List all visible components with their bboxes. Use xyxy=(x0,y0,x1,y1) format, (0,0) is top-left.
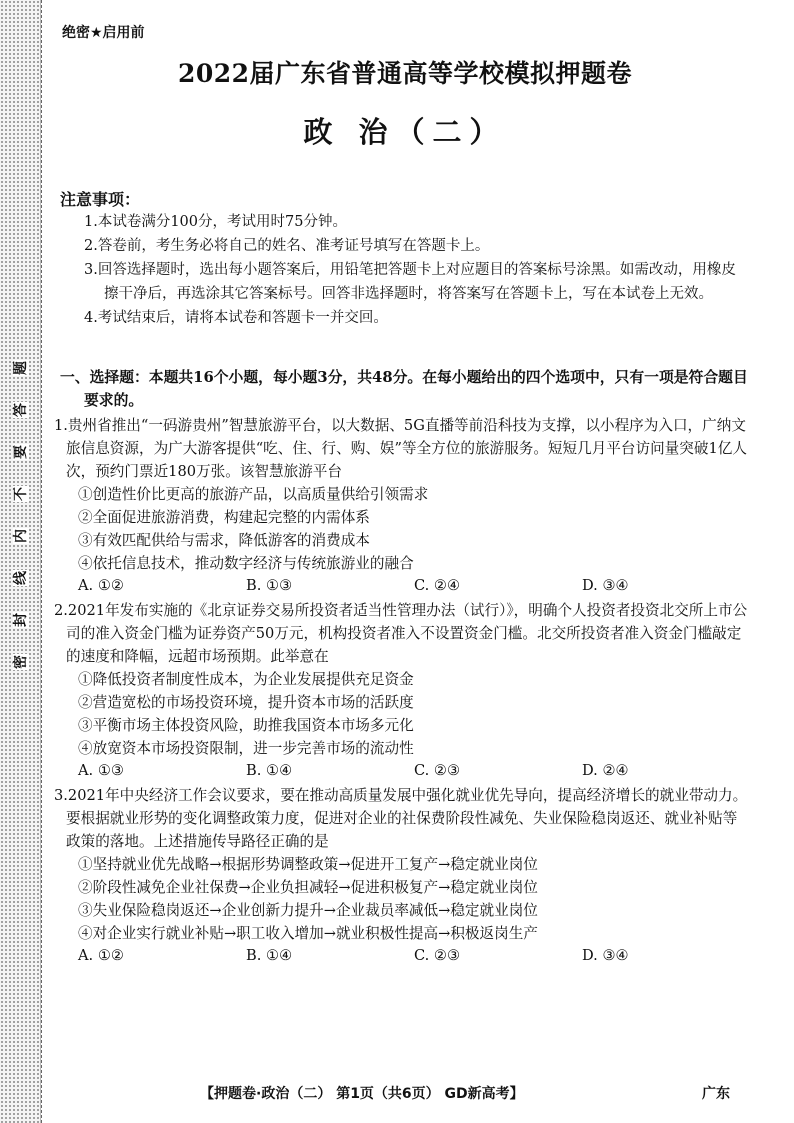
question-stem: 2.2021年发布实施的《北京证券交易所投资者适当性管理办法（试行）》，明确个人投资者投资北交所上市公司的准入资金门槛为证券资产50万元，机构投资者准入不设置资金门槛。北交所投资者准入资金门槛敲定的速度和降幅，远超市场预期。此举意在 xyxy=(54,602,748,665)
notice-heading: 注意事项： xyxy=(60,190,141,209)
answer-choices xyxy=(60,760,750,782)
seal-char: 题 xyxy=(13,361,29,375)
notice-item: 3.回答选择题时，选出每小题答案后，用铅笔把答题卡上对应题目的答案标号涂黑。如需改动，用橡皮擦干净后，再选涂其它答案标号。回答非选择题时，将答案写在答题卡上，写在本试卷上无效。 xyxy=(84,262,736,302)
question-2 xyxy=(54,599,750,782)
exam-page xyxy=(54,22,750,967)
seal-char: 答 xyxy=(13,403,29,417)
question-option: ②营造宽松的市场投资环境，提升资本市场的活跃度 xyxy=(78,694,414,711)
question-option: ③失业保险稳岗返还→企业创新力提升→企业裁员率减低→稳定就业岗位 xyxy=(78,902,538,919)
answer-choice-b: B. ①④ xyxy=(246,762,293,779)
answer-choice-b: B. ①④ xyxy=(246,947,293,964)
question-stem: 3.2021年中央经济工作会议要求，要在推动高质量发展中强化就业优先导向，提高经济增长的就业带动力。要根据就业形势的变化调整政策力度，促进对企业的社保费阶段性减免、失业保险稳岗返还、就业补贴等政策的落地。上述措施传导路径正确的是 xyxy=(54,787,748,850)
footer-info: 【押题卷·政治（二） 第1页（共6页） GD新高考】 xyxy=(200,1086,524,1102)
answer-choice-b: B. ①③ xyxy=(246,577,293,594)
question-option: ②阶段性减免企业社保费→企业负担减轻→促进积极复产→稳定就业岗位 xyxy=(78,879,538,896)
seal-char: 密 xyxy=(13,655,29,669)
seal-char: 要 xyxy=(13,445,29,459)
footer-region: 广东 xyxy=(702,1086,730,1102)
answer-choice-c: C. ②③ xyxy=(414,947,461,964)
seal-char: 封 xyxy=(13,613,29,627)
answer-choice-a: A. ①② xyxy=(78,947,124,964)
notice-item: 1.本试卷满分100分，考试用时75分钟。 xyxy=(84,214,347,230)
answer-choice-a: A. ①③ xyxy=(78,762,124,779)
answer-choice-d: D. ③④ xyxy=(582,577,629,594)
question-option: ①坚持就业优先战略→根据形势调整政策→促进开工复产→稳定就业岗位 xyxy=(78,856,538,873)
question-option: ④依托信息技术，推动数字经济与传统旅游业的融合 xyxy=(78,555,414,572)
question-option: ①降低投资者制度性成本，为企业发展提供充足资金 xyxy=(78,671,414,688)
secret-label: 绝密★启用前 xyxy=(62,25,145,41)
subject-title: 政 治（二） xyxy=(303,115,507,149)
answer-choice-d: D. ③④ xyxy=(582,947,629,964)
question-option: ①创造性价比更高的旅游产品，以高质量供给引领需求 xyxy=(78,486,429,503)
answer-choices xyxy=(60,945,750,967)
seal-char: 内 xyxy=(13,529,29,543)
notice-block xyxy=(60,187,750,330)
answer-choices xyxy=(60,575,750,597)
seal-char: 不 xyxy=(13,487,29,501)
answer-choice-c: C. ②④ xyxy=(414,577,461,594)
notice-item: 4.考试结束后，请将本试卷和答题卡一并交回。 xyxy=(84,310,388,326)
section-heading: 一、选择题：本题共16个小题，每小题3分，共48分。在每小题给出的四个选项中，只有一项是符合题目要求的。 xyxy=(60,369,748,409)
question-3 xyxy=(54,784,750,967)
notice-item: 2.答卷前，考生务必将自己的姓名、准考证号填写在答题卡上。 xyxy=(84,238,490,254)
answer-choice-a: A. ①② xyxy=(78,577,124,594)
answer-choice-c: C. ②③ xyxy=(414,762,461,779)
seal-line-notice xyxy=(10,360,32,696)
binding-cut-line xyxy=(41,0,42,1123)
seal-char: 线 xyxy=(13,571,29,585)
page-footer xyxy=(200,1083,730,1103)
question-stem: 1.贵州省推出“一码游贵州”智慧旅游平台，以大数据、5G直播等前沿科技为支撑，以小程序为入口，广纳文旅信息资源，为广大游客提供“吃、住、行、购、娱”等全方位的旅游服务。短短几月平台访问量突破1亿人次，预约门票近180万张。该智慧旅游平台 xyxy=(54,417,747,480)
question-1 xyxy=(54,414,750,597)
question-option: ②全面促进旅游消费，构建起完整的内需体系 xyxy=(78,509,370,526)
question-option: ③有效匹配供给与需求，降低游客的消费成本 xyxy=(78,532,370,549)
question-option: ④对企业实行就业补贴→职工收入增加→就业积极性提高→积极返岗生产 xyxy=(78,925,538,942)
question-option: ④放宽资本市场投资限制，进一步完善市场的流动性 xyxy=(78,740,414,757)
question-option: ③平衡市场主体投资风险，助推我国资本市场多元化 xyxy=(78,717,414,734)
answer-choice-d: D. ②④ xyxy=(582,762,629,779)
exam-title: 2022届广东省普通高等学校模拟押题卷 xyxy=(177,59,633,88)
